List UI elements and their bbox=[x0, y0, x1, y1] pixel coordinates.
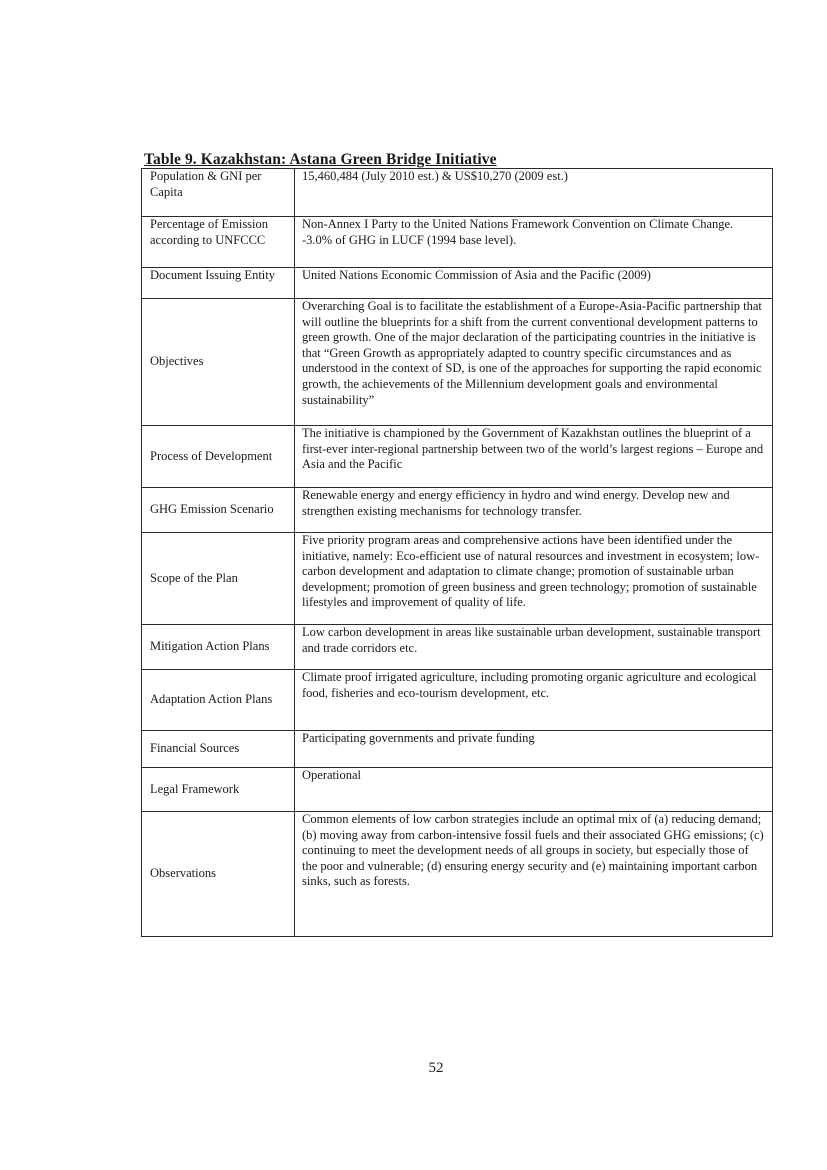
row-label: Financial Sources bbox=[150, 741, 240, 756]
row-label: Process of Development bbox=[150, 448, 273, 463]
row-label: Document Issuing Entity bbox=[150, 268, 275, 282]
row-label-cell bbox=[142, 625, 295, 670]
table-row bbox=[142, 169, 773, 217]
row-label: Percentage of Emission according to UNFCCC bbox=[150, 217, 269, 247]
row-value: Low carbon development in areas like sustainable urban development, sustainable transport and trade corridors etc. bbox=[302, 625, 761, 655]
table-row bbox=[142, 625, 773, 670]
row-value: Common elements of low carbon strategies include an optimal mix of (a) reducing demand; (b) moving away from carbon-intensive fossil fuels and their associated GHG emissions; (c) continuing to meet the development needs of all groups in society, but especially those of the poor and vulnerable; (d) ensuring energy security and (e) maintaining important carbon sinks, such as forests. bbox=[302, 812, 764, 889]
table-row bbox=[142, 812, 773, 937]
row-label: Scope of the Plan bbox=[150, 570, 238, 585]
page-number: 52 bbox=[428, 1060, 444, 1076]
row-label-cell bbox=[142, 169, 295, 217]
row-value-cell bbox=[295, 670, 773, 731]
row-label: Observations bbox=[150, 866, 216, 881]
row-value-cell bbox=[295, 533, 773, 625]
row-label: GHG Emission Scenario bbox=[150, 502, 274, 517]
row-value-cell bbox=[295, 169, 773, 217]
row-value: United Nations Economic Commission of Asia and the Pacific (2009) bbox=[302, 268, 651, 282]
row-label: Objectives bbox=[150, 354, 204, 369]
row-label-cell bbox=[142, 812, 295, 937]
row-label: Adaptation Action Plans bbox=[150, 692, 273, 707]
row-value: Overarching Goal is to facilitate the establishment of a Europe-Asia-Pacific partnership that will outline the blueprints for a shift from the current conventional development patterns to green growth. One of the major declaration of the participating countries in the initiative is that “Green Growth as appropriately adapted to country specific circumstances and as understood in the context of SD, is one of the approaches for supporting the rapid economic growth, the achievements of the Millennium development goals and environmental sustainability” bbox=[302, 299, 762, 407]
row-value: 15,460,484 (July 2010 est.) & US$10,270 (2009 est.) bbox=[302, 169, 568, 183]
row-label-cell bbox=[142, 217, 295, 268]
table-row bbox=[142, 488, 773, 533]
row-value-cell bbox=[295, 217, 773, 268]
row-value-cell bbox=[295, 488, 773, 533]
row-value: Operational bbox=[302, 768, 362, 782]
row-label-cell bbox=[142, 768, 295, 812]
row-value: Climate proof irrigated agriculture, including promoting organic agriculture and ecological food, fisheries and eco-tourism development, etc. bbox=[302, 670, 757, 700]
row-value: Renewable energy and energy efficiency in hydro and wind energy. Develop new and strengthen existing mechanisms for technology transfer. bbox=[302, 488, 730, 518]
row-label-cell bbox=[142, 299, 295, 426]
row-value: Five priority program areas and comprehensive actions have been identified under the initiative, namely: Eco-efficient use of natural resources and investment in ecosystem; low-carbon development and adaptation to climate change; promotion of sustainable urban development; promotion of green business and green technology; promotion of sustainable lifestyles and improvement of quality of life. bbox=[302, 533, 760, 610]
row-value-cell bbox=[295, 426, 773, 488]
row-label: Legal Framework bbox=[150, 781, 240, 796]
row-label: Mitigation Action Plans bbox=[150, 639, 270, 654]
row-value: Participating governments and private funding bbox=[302, 731, 535, 745]
row-value-cell bbox=[295, 812, 773, 937]
table-title: Table 9. Kazakhstan: Astana Green Bridge Initiative bbox=[144, 151, 497, 168]
row-value: Non-Annex I Party to the United Nations Framework Convention on Climate Change. -3.0% of GHG in LUCF (1994 base level). bbox=[302, 217, 734, 247]
table-row bbox=[142, 533, 773, 625]
country-profile-table bbox=[141, 168, 773, 937]
row-label-cell bbox=[142, 670, 295, 731]
row-label: Population & GNI per Capita bbox=[150, 169, 262, 199]
table-row bbox=[142, 217, 773, 268]
row-label-cell bbox=[142, 533, 295, 625]
row-value-cell bbox=[295, 625, 773, 670]
table-row bbox=[142, 670, 773, 731]
table-row bbox=[142, 268, 773, 299]
table-row bbox=[142, 299, 773, 426]
row-label-cell bbox=[142, 268, 295, 299]
row-label-cell bbox=[142, 488, 295, 533]
row-value-cell bbox=[295, 731, 773, 768]
table-row bbox=[142, 731, 773, 768]
row-value: The initiative is championed by the Government of Kazakhstan outlines the blueprint of a first-ever inter-regional partnership between two of the world’s largest regions – Europe and Asia and the Pacific bbox=[302, 426, 764, 472]
row-value-cell bbox=[295, 299, 773, 426]
row-label-cell bbox=[142, 731, 295, 768]
row-value-cell bbox=[295, 768, 773, 812]
row-label-cell bbox=[142, 426, 295, 488]
table-row bbox=[142, 768, 773, 812]
table-row bbox=[142, 426, 773, 488]
row-value-cell bbox=[295, 268, 773, 299]
